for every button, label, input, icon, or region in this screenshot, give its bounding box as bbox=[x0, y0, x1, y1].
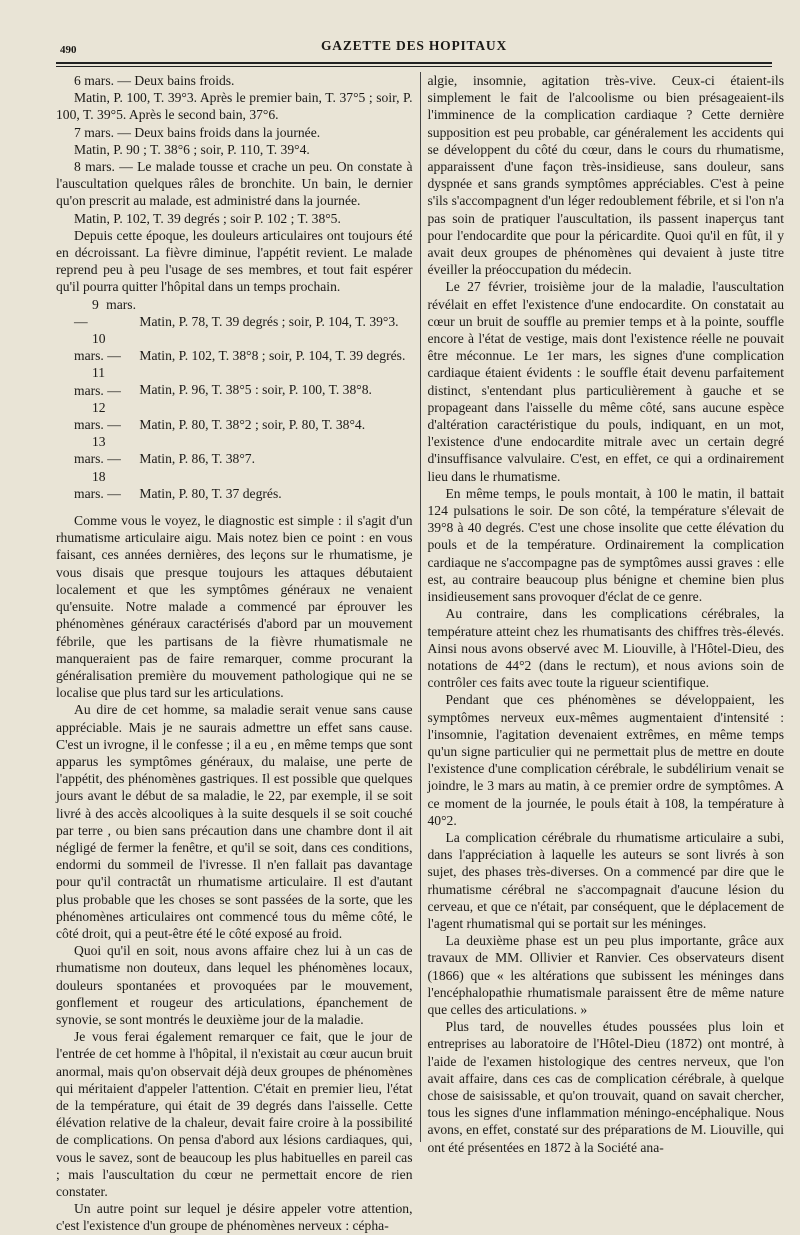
page-number: 490 bbox=[60, 44, 77, 56]
daily-row-date: 13 mars. — bbox=[74, 434, 121, 467]
daily-row-values: Matin, P. 96, T. 38°5 : soir, P. 100, T. 38°8. bbox=[139, 382, 372, 398]
body-paragraph: Au dire de cet homme, sa maladie serait venue sans cause appréciable. Mais je ne saurais admettre un effet sans cause. C'est un ivrogne, il le confesse ; il a eu , en même temps que sont apparus les symptômes généraux, du malaise, une perte de l'appétit, des phénomènes gastriques. Il est possible que quelques jours avant le début de sa maladie, le 22, par exemple, il se soit livré à des accès alcooliques à la suite desquels il se soit couché par terre , ou bien sans précaution dans une chambre dont il ait négligé de fermer la fenêtre, et qu'il se soit, dans ces conditions, endormi du sommeil de l'ivresse. Il n'en fallait pas davantage pour qu'il contractât un rhumatisme articulaire. Il est d'autant plus probable que les choses se sont passées de la sorte, que les phénomènes articulaires ont commencé tous du même côté, le côté droit, qui a peut-être été le côté exposé au froid. bbox=[56, 702, 413, 941]
daily-row bbox=[56, 296, 413, 330]
daily-row-values: Matin, P. 78, T. 39 degrés ; soir, P. 104, T. 39°3. bbox=[139, 313, 399, 329]
log-entry: 7 mars. — Deux bains froids dans la journée. bbox=[74, 124, 321, 140]
daily-row bbox=[56, 330, 413, 364]
body-paragraph: La deuxième phase est un peu plus importante, grâce aux travaux de MM. Ollivier et Ranvier. Ces observateurs disent (1866) que « les altérations que subissent les méninges dans l'encéphalopathie rhumatismale paraissent être de même nature que celles des articulations. » bbox=[427, 933, 784, 1017]
log-entry: Depuis cette époque, les douleurs articulaires ont toujours été en décroissant. La fièvre diminue, l'appétit revient. Le malade reprend peu à peu l'usage de ses membres, et tout fait espérer qu'il pourra quitter l'hôpital dans un temps prochain. bbox=[56, 227, 413, 295]
body-paragraph: algie, insomnie, agitation très-vive. Ceux-ci étaient-ils simplement le fait de l'alcoolisme ou bien présageaient-ils l'imminence de la complication cardiaque ? Cette dernière supposition est peu probable, car généralement les accidents qui se développent du côté du cœur, dans le cours du rhumatisme, apparaissent d'une façon très-insidieuse, sans douleur, sans dyspnée et sans grands symptômes appréciables. C'est à peine s'ils s'accompagnent d'un léger redoublement fébrile, et si l'on n'a pas soin de pratiquer l'auscultation, ils passent inaperçus tant pour l'endocardite que pour la péricardite. Quoi qu'il en fût, il y avait deux groupes de phénomènes qui devaient à juste titre éveiller la préoccupation du médecin. bbox=[427, 73, 784, 278]
log-entry: Matin, P. 102, T. 39 degrés ; soir P. 102 ; T. 38°5. bbox=[74, 210, 341, 226]
text-columns bbox=[56, 72, 784, 1234]
daily-row-values: Matin, P. 80, T. 37 degrés. bbox=[139, 485, 282, 501]
log-entry: Matin, P. 100, T. 39°3. Après le premier bain, T. 37°5 ; soir, P. 100, T. 39°5. Après le second bain, 37°6. bbox=[56, 90, 413, 123]
log-entry: 6 mars. — Deux bains froids. bbox=[74, 73, 235, 88]
body-paragraph: Plus tard, de nouvelles études poussées plus loin et entreprises au laboratoire de l'Hôtel-Dieu (1872) ont montré, à l'aide de l'examen histologique des centres nerveux, que l'on avait affaire, dans ces cas de complication cérébrale, à quelque chose de saisissable, et qu'on trouvait, quand on savait chercher, tous les signes d'une inflammation méningo-encéphalique. Nous avons, en effet, constaté sur des préparations de M. Liouville, qui ont été présentées en 1872 à la Société ana- bbox=[427, 1019, 784, 1155]
daily-row bbox=[56, 468, 413, 502]
body-paragraph: Quoi qu'il en soit, nous avons affaire chez lui à un cas de rhumatisme non douteux, dans lequel les phénomènes locaux, douleurs spontanées et provoquées par le mouvement, gonflement et rougeur des articulations, épanchement de synovie, se sont montrés le deuxième jour de la maladie. bbox=[56, 943, 413, 1027]
daily-row-date: 10 mars. — bbox=[74, 331, 121, 364]
left-column bbox=[56, 72, 420, 1234]
daily-row bbox=[56, 399, 413, 433]
daily-row-date: 9 mars.— bbox=[74, 296, 136, 329]
daily-row bbox=[56, 364, 413, 398]
body-paragraph: Je vous ferai également remarquer ce fait, que le jour de l'entrée de cet homme à l'hôpital, il n'existait au cœur aucun bruit anormal, mais qu'on observait déjà deux groupes de phénomènes qui méritaient d'appeler l'attention. C'était en premier lieu, l'état de la température, qui était de 39 degrés dans l'aisselle. Cette élévation relative de la chaleur, devait faire croire à la possibilité de complications. On pensa d'abord aux lésions cardiaques, qui, vous le savez, sont de beaucoup les plus habituelles en pareil cas ; mais l'auscultation du cœur ne permettait encore de rien constater. bbox=[56, 1029, 413, 1199]
daily-row-date: 11 mars. — bbox=[74, 365, 121, 398]
header-rule bbox=[56, 62, 772, 67]
body-paragraph: Le 27 février, troisième jour de la maladie, l'auscultation révélait en effet l'existence d'une endocardite. On constatait au cœur un bruit de souffle au premier temps et à la pointe, souffle encore à l'état de vestige, mais dont l'existence réelle ne pouvait être méconnue. Le 1er mars, les signes d'une complication cardiaque étaient évidents : le souffle était devenu parfaitement distinct, s'entendant plus particulièrement à gauche et se propageant dans l'aisselle du même côté, sans aucune espèce d'altération caractéristique du pouls, indiquant, en un mot, l'existence d'une endocardite mitrale avec un certain degré d'insuffisance valvulaire. C'est, en effet, ce qui a ordinairement lieu dans le rhumatisme. bbox=[427, 279, 784, 484]
body-paragraph: En même temps, le pouls montait, à 100 le matin, il battait 124 pulsations le soir. De son côté, la température s'élevait de 39°8 à 40 degrés. C'est une chose insolite que cette élévation du pouls et de la température. Ordinairement la complication cardiaque ne s'accompagne pas de symptômes aussi graves : elle est, au contraire beaucoup plus bénigne et chemine bien plus insidieusement sans provoquer d'éclat de ce genre. bbox=[427, 485, 784, 605]
log-entry: Matin, P. 90 ; T. 38°6 ; soir, P. 110, T. 39°4. bbox=[74, 141, 310, 157]
daily-row-date: 12 mars. — bbox=[74, 399, 121, 433]
body-paragraph: Un autre point sur lequel je désire appeler votre attention, c'est l'existence d'un groupe de phénomènes nerveux : cépha- bbox=[56, 1201, 413, 1234]
body-paragraph: Au contraire, dans les complications cérébrales, la température atteint chez les rhumatisants des chiffres très-élevés. Ainsi nous avons observé avec M. Liouville, à l'Hôtel-Dieu, des notations de 44°2 (dans le rectum), et nous avions soin de contrôler ces faits avec toute la rigueur scientifique. bbox=[427, 606, 784, 691]
daily-row-values: Matin, P. 102, T. 38°8 ; soir, P. 104, T. 39 degrés. bbox=[139, 348, 406, 364]
journal-title: GAZETTE DES HOPITAUX bbox=[320, 38, 508, 53]
right-column bbox=[420, 72, 785, 1155]
page-header bbox=[56, 16, 772, 56]
log-entry: 8 mars. — Le malade tousse et crache un peu. On constate à l'auscultation quelques râles de bronchite. Un bain, le dernier qu'on prescrit au malade, est administré dans la journée. bbox=[56, 159, 413, 209]
daily-row-values: Matin, P. 80, T. 38°2 ; soir, P. 80, T. 38°4. bbox=[139, 417, 366, 433]
body-paragraph: Comme vous le voyez, le diagnostic est simple : il s'agit d'un rhumatisme articulaire aigu. Mais notez bien ce point : en vous faisant, ces années dernières, des leçons sur le rhumatisme, je vous disais que presque toujours les attaques débutaient localement et que les symptômes généraux ne venaient qu'ensuite. Notre malade a commencé par éprouver les phénomènes généraux caractérisés d'abord par un mouvement fébrile, que les partisans de la fièvre rhumatismale ne manqueraient pas de faire remarquer, comme procurant la généralisation première du mouvement pathologique qui ne se localise que plus tard sur les articulations. bbox=[56, 513, 413, 701]
daily-row-values: Matin, P. 86, T. 38°7. bbox=[139, 451, 255, 467]
body-paragraph: Pendant que ces phénomènes se développaient, les symptômes nerveux eux-mêmes augmentaient d'intensité : l'insomnie, l'agitation devenaient extrêmes, en même temps qu'un signe particulier qui ne permettait plus de mettre en doute l'existence d'une complication cérébrale, le subdélirium venait se joindre, le 3 mars au matin, à ce premier ordre de symptômes. A ce moment de la journée, le pouls était à 108, la température à 40°2. bbox=[427, 692, 784, 828]
daily-row-date: 18 mars. — bbox=[74, 468, 121, 501]
body-paragraph: La complication cérébrale du rhumatisme articulaire a subi, dans l'appréciation à laquelle les auteurs se sont livrés à son sujet, des phases très-diverses. On a commencé par dire que le rhumatisme cérébral ne s'accompagnait d'aucune lésion du cerveau, et que ce n'était, par conséquent, que le déplacement de l'agent rhumatismal qui se portait sur les méninges. bbox=[427, 829, 784, 931]
daily-row bbox=[56, 433, 413, 467]
